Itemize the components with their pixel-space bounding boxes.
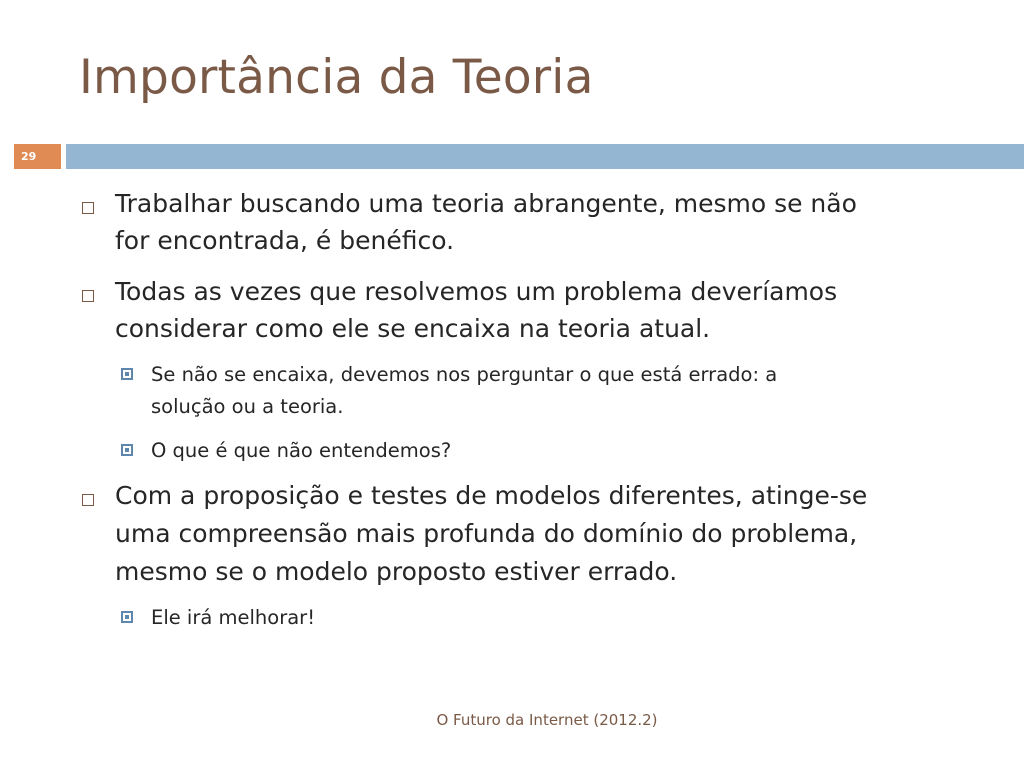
bullet-3-line-2: uma compreensão mais profunda do domínio do problema, xyxy=(115,519,858,548)
bullet-square-icon xyxy=(82,290,94,302)
bullet-1-line-2: for encontrada, é benéfico. xyxy=(115,226,455,255)
sub-bullet-2-1-line-2: solução ou a teoria. xyxy=(151,395,344,418)
header-bar xyxy=(0,144,1024,169)
bullet-1-line-1: Trabalhar buscando uma teoria abrangente, mesmo se não xyxy=(115,189,857,218)
header-bar-blue-strip xyxy=(66,144,1024,169)
bullet-square-icon xyxy=(82,494,94,506)
bullet-3-line-1: Com a proposição e testes de modelos diferentes, atinge-se xyxy=(115,481,868,510)
sub-bullet-2-2-line-1: O que é que não entendemos? xyxy=(151,439,452,462)
slide-number: 29 xyxy=(14,144,61,169)
sub-bullet-square-icon xyxy=(121,611,133,623)
bullet-3-line-3: mesmo se o modelo proposto estiver errado. xyxy=(115,557,678,586)
slide-title: Importância da Teoria xyxy=(79,50,594,105)
bullet-square-icon xyxy=(82,202,94,214)
bullet-2-line-2: considerar como ele se encaixa na teoria atual. xyxy=(115,314,711,343)
sub-bullet-3-1-line-1: Ele irá melhorar! xyxy=(151,606,316,629)
sub-bullet-2-1-line-1: Se não se encaixa, devemos nos perguntar o que está errado: a xyxy=(151,363,778,386)
sub-bullet-square-icon xyxy=(121,368,133,380)
slide-footer: O Futuro da Internet (2012.2) xyxy=(436,711,658,729)
bullet-2-line-1: Todas as vezes que resolvemos um problema deveríamos xyxy=(115,277,838,306)
sub-bullet-square-icon xyxy=(121,444,133,456)
header-bar-left-block xyxy=(0,144,14,169)
